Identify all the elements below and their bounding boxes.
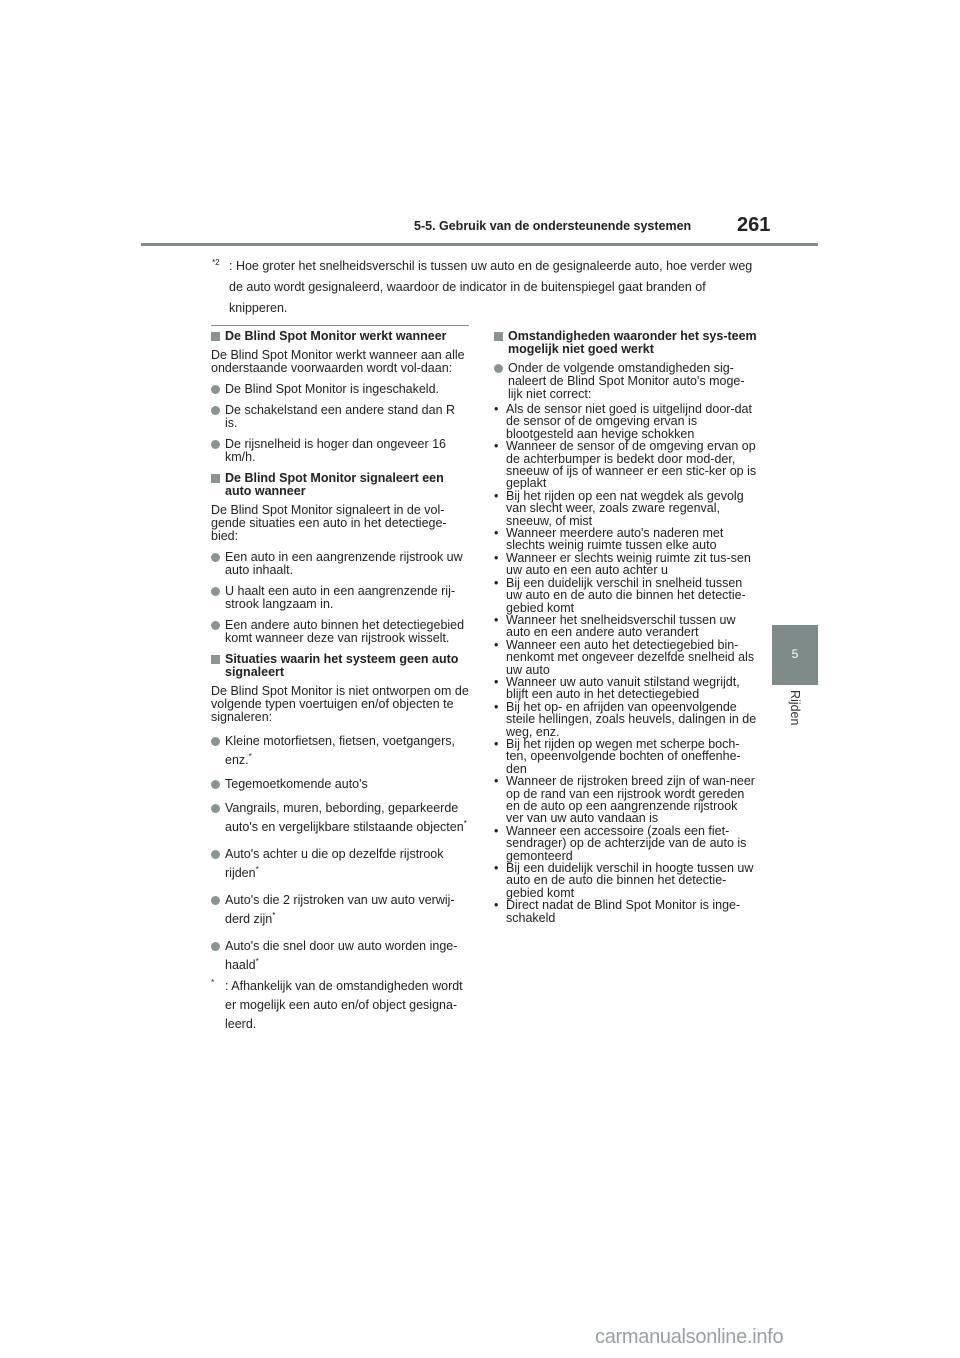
header-rule — [141, 243, 818, 246]
list-item: Een andere auto binnen het detectiegebied komt wanneer deze van rijstrook wisselt. — [211, 619, 469, 645]
list-item: Onder de volgende omstandigheden sig-naleert de Blind Spot Monitor auto's moge-lijk niet correct: — [494, 362, 758, 401]
section-heading: Omstandigheden waaronder het sys-teem mogelijk niet goed werkt — [494, 330, 758, 356]
page-number: 261 — [737, 214, 771, 236]
footnote — [211, 977, 469, 1034]
circle-bullet-icon — [211, 780, 220, 789]
section-title: 5-5. Gebruik van de ondersteunende systemen — [414, 219, 692, 233]
condition-list — [494, 403, 758, 924]
list-item: De Blind Spot Monitor is ingeschakeld. — [211, 383, 469, 396]
section-heading: De Blind Spot Monitor werkt wanneer — [211, 330, 469, 343]
list-item: • Bij het op- en afrijden van opeenvolgende steile hellingen, zoals heuvels, dalingen in de weg, enz. — [494, 699, 757, 739]
list-item: De schakelstand een andere stand dan R is. — [211, 404, 469, 430]
list-item: • Wanneer het snelheidsverschil tussen uw auto en een andere auto verandert — [494, 612, 736, 640]
circle-bullet-icon — [211, 942, 220, 951]
paragraph: De Blind Spot Monitor is niet ontworpen om de volgende typen voertuigen en/of objecten te signaleren: — [211, 684, 469, 724]
chapter-tab-text: Rijden — [788, 690, 802, 726]
list-item: Auto's die snel door uw auto worden inge-haald* — [211, 937, 469, 975]
list-item: Een auto in een aangrenzende rijstrook uw auto inhaalt. — [211, 551, 469, 577]
circle-bullet-icon — [211, 385, 220, 394]
circle-bullet-icon — [211, 440, 220, 449]
circle-bullet-icon — [211, 896, 220, 905]
list-item: De rijsnelheid is hoger dan ongeveer 16 km/h. — [211, 438, 469, 464]
circle-bullet-icon — [211, 737, 220, 746]
circle-bullet-icon — [211, 621, 220, 630]
column-rule — [211, 325, 469, 326]
list-item: • Bij het rijden op een nat wegdek als gevolg van slecht weer, zoals zware regenval, sneeuw, of mist — [494, 488, 744, 528]
list-item: Tegemoetkomende auto's — [211, 778, 469, 791]
circle-bullet-icon — [211, 406, 220, 415]
list-item: • Wanneer uw auto vanuit stilstand wegrijdt, blijft een auto in het detectiegebied — [494, 674, 740, 702]
chapter-tab-label — [786, 690, 806, 750]
footnote-mark: * — [211, 977, 215, 987]
list-item: • Wanneer een auto het detectiegebied bin-nenkomt met ongeveer dezelfde snelheid als uw auto — [494, 637, 755, 677]
watermark[interactable]: carmanualsonline.info — [595, 1326, 784, 1348]
paragraph: De Blind Spot Monitor werkt wanneer aan alle onderstaande voorwaarden wordt vol-daan: — [211, 348, 465, 375]
list-item: • Wanneer er slechts weinig ruimte zit tus-sen uw auto en een auto achter u — [494, 550, 751, 578]
list-item: Auto's achter u die op dezelfde rijstrook rijden* — [211, 845, 469, 883]
section-heading: De Blind Spot Monitor signaleert een auto wanneer — [211, 472, 469, 498]
list-item: Vangrails, muren, bebording, geparkeerde auto's en vergelijkbare stilstaande objecten* — [211, 799, 469, 837]
paragraph: De Blind Spot Monitor signaleert in de vol-gende situaties een auto in het detectiege-bied: — [211, 503, 447, 543]
circle-bullet-icon — [211, 804, 220, 813]
list-item: • Bij een duidelijk verschil in snelheid tussen uw auto en de auto die binnen het detectie-gebied komt — [494, 575, 746, 615]
section-heading: Situaties waarin het systeem geen auto signaleert — [211, 653, 469, 679]
footnote-mark: *2 — [212, 257, 220, 267]
list-item: • Wanneer de sensor of de omgeving ervan op de achterbumper is bedekt door mod-der, sneeuw of ijs of wanneer er een stic-ker op is geplakt — [494, 439, 757, 491]
circle-bullet-icon — [211, 850, 220, 859]
square-bullet-icon — [211, 655, 220, 664]
square-bullet-icon — [494, 332, 503, 341]
square-bullet-icon — [211, 474, 220, 483]
footnote-text: : Afhankelijk van de omstandigheden wordt er mogelijk een auto en/of object gesigna-leerd. — [225, 979, 463, 1031]
list-item: Kleine motorfietsen, fietsen, voetgangers, enz.* — [211, 732, 469, 770]
left-column — [211, 330, 469, 1034]
circle-bullet-icon — [211, 553, 220, 562]
list-item: • Bij een duidelijk verschil in hoogte tussen uw auto en de auto die binnen het detectie-gebied komt — [494, 861, 754, 900]
list-item: U haalt een auto in een aangrenzende rij-strook langzaam in. — [211, 585, 469, 611]
list-item: • Bij het rijden op wegen met scherpe boch-ten, opeenvolgende bochten of oneffenhe-den — [494, 736, 741, 776]
circle-bullet-icon — [494, 364, 503, 373]
list-item: • Wanneer meerdere auto's naderen met slechts weinig ruimte tussen elke auto — [494, 526, 724, 553]
chapter-tab: 5 — [772, 625, 818, 685]
list-item: • Als de sensor niet goed is uitgelijnd door-dat de sensor of de omgeving ervan is blootgesteld aan hevige schokken — [494, 402, 752, 441]
right-column — [494, 330, 758, 924]
top-footnote — [212, 256, 762, 319]
list-item: Auto's die 2 rijstroken van uw auto verwij-derd zijn* — [211, 891, 469, 929]
list-item: • Direct nadat de Blind Spot Monitor is inge-schakeld — [494, 898, 741, 925]
list-item: • Wanneer een accessoire (zoals een fiet-sendrager) op de achterzijde van de auto is gemonteerd — [494, 823, 747, 863]
circle-bullet-icon — [211, 587, 220, 596]
square-bullet-icon — [211, 332, 220, 341]
footnote-text: : Hoe groter het snelheidsverschil is tussen uw auto en de gesignaleerde auto, hoe verder weg de auto wordt gesignaleerd, waardoor de indicator in de buitenspiegel gaat branden of knipperen. — [229, 259, 753, 315]
list-item: • Wanneer de rijstroken breed zijn of wan-neer op de rand van een rijstrook wordt gereden en de auto op een aangrenzende rijstrook ver van uw auto vandaan is — [494, 774, 755, 826]
